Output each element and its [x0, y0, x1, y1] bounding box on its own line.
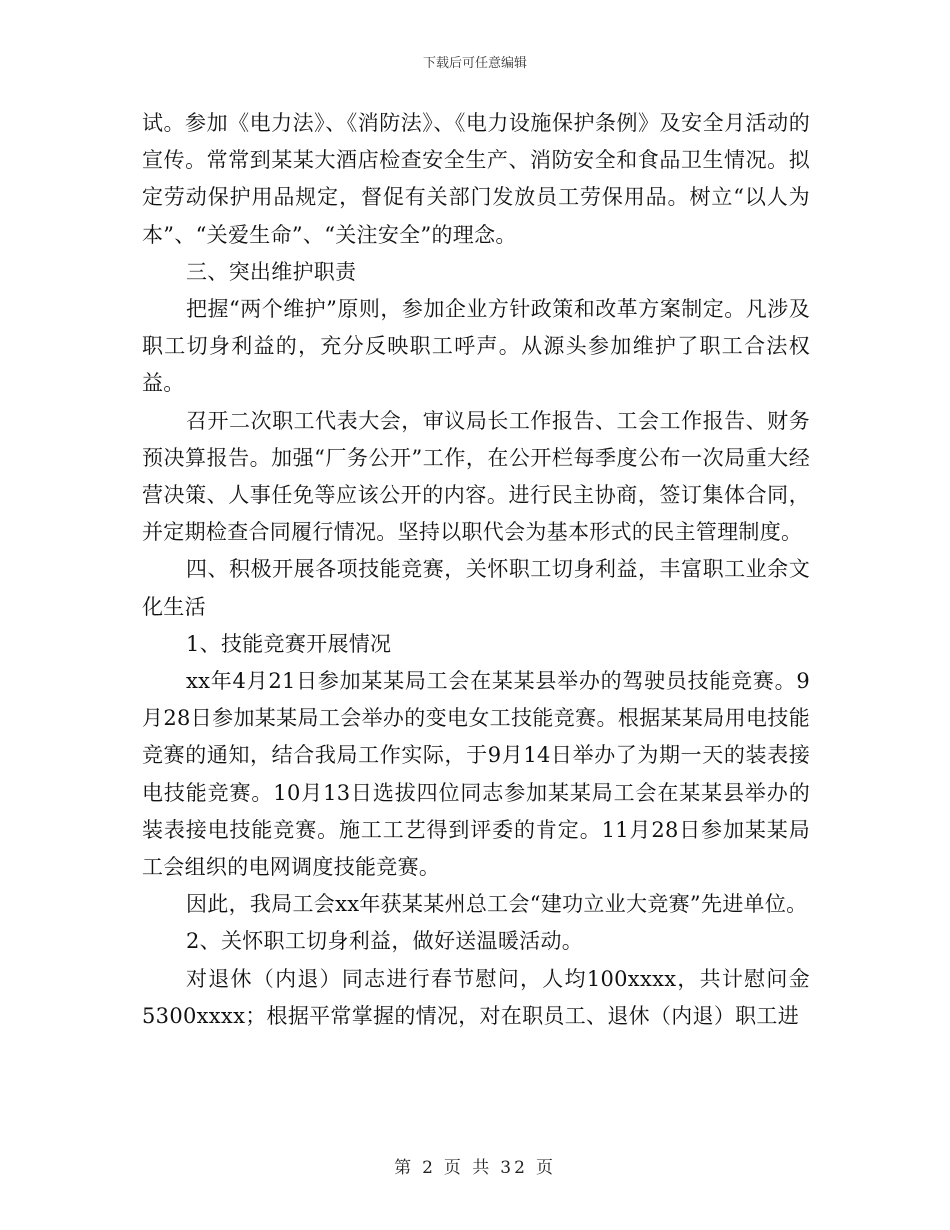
paragraph: 把握“两个维护”原则，参加企业方针政策和改革方案制定。凡涉及职工切身利益的，充分反映职工呼声。从源头参加维护了职工合法权益。	[142, 297, 810, 396]
paragraph: 召开二次职工代表大会，审议局长工作报告、工会工作报告、财务预决算报告。加强“厂务公开”工作，在公开栏每季度公布一次局重大经营决策、人事任免等应该公开的内容。进行民主协商，签订集体合同，并定期检查合同履行情况。坚持以职代会为基本形式的民主管理制度。	[142, 408, 810, 545]
footer-suffix: 页	[535, 1158, 556, 1178]
paragraph: 因此，我局工会xx年获某某州总工会“建功立业大竞赛”先进单位。	[186, 892, 808, 917]
footer-page-number: 2	[422, 1158, 436, 1178]
section-heading: 三、突出维护职责	[186, 259, 357, 284]
page-header: 下载后可任意编辑	[422, 56, 527, 71]
section-heading: 四、积极开展各项技能竞赛，关怀职工切身利益，丰富职工业余文化生活	[142, 557, 810, 619]
paragraph: 试。参加《电力法》、《消防法》、《电力设施保护条例》及安全月活动的宣传。常常到某某大酒店检查安全生产、消防安全和食品卫生情况。拟定劳动保护用品规定，督促有关部门发放员工劳保用品。树立“以人为本”、“关爱生命”、“关注安全”的理念。	[142, 111, 810, 247]
footer-middle: 页 共	[443, 1158, 493, 1178]
footer-total-pages: 32	[500, 1158, 528, 1178]
paragraph: xx年4月21日参加某某局工会在某某县举办的驾驶员技能竞赛。9月28日参加某某局工会举办的变电女工技能竞赛。根据某某局用电技能竞赛的通知，结合我局工作实际，于9月14日举办了为期一天的装表接电技能竞赛。10月13日选拔四位同志参加某某局工会在某某县举办的装表接电技能竞赛。施工工艺得到评委的肯定。11月28日参加某某局工会组织的电网调度技能竞赛。	[142, 669, 810, 880]
footer-prefix: 第	[394, 1158, 415, 1178]
document-body	[142, 105, 810, 1035]
subsection-heading: 1、技能竞赛开展情况	[186, 631, 392, 656]
subsection-heading: 2、关怀职工切身利益，做好送温暖活动。	[186, 929, 584, 954]
page-footer	[0, 1153, 950, 1178]
paragraph: 对退休（内退）同志进行春节慰问，人均100xxxx，共计慰问金5300xxxx；根据平常掌握的情况，对在职员工、退休（内退）职工进	[142, 966, 810, 1028]
